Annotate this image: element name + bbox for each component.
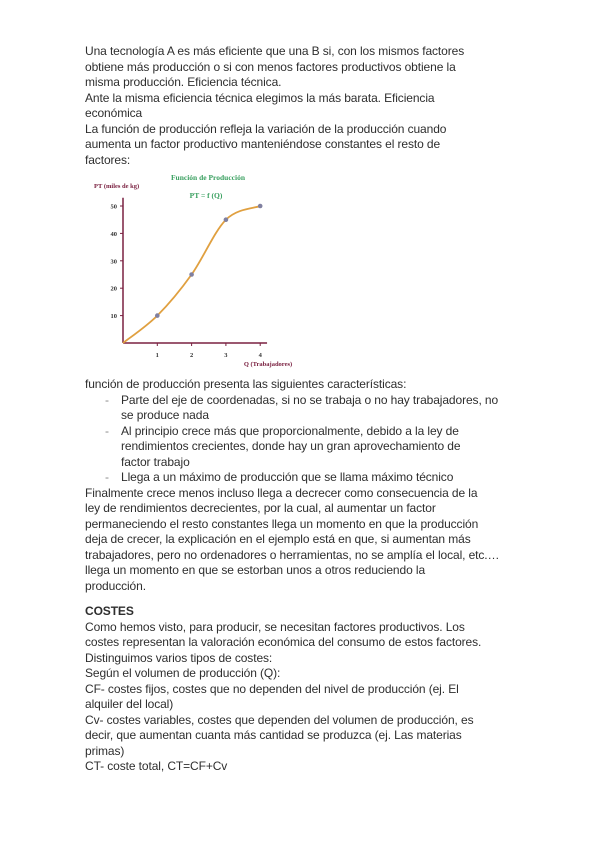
bullet-item — [85, 393, 555, 424]
text-line: permaneciendo el resto constantes llega un momento en que la producción — [85, 516, 479, 531]
text-line: Una tecnología A es más eficiente que una B si, con los mismos factores — [85, 44, 465, 58]
bullet-item — [85, 470, 555, 486]
bullet-marker: - — [105, 423, 109, 438]
section-heading: COSTES — [85, 604, 134, 618]
text-line: decir, que aumentan cuanta más cantidad se produzca (ej. Las materias — [85, 728, 462, 742]
text-line: económica — [85, 106, 143, 120]
production-function-chart — [88, 168, 318, 378]
y-tick-label: 50 — [110, 203, 117, 211]
data-point — [155, 313, 160, 318]
text-line: función de producción presenta las siguientes características: — [85, 377, 407, 391]
text-line: ley de rendimientos decrecientes, por la cual, al aumentar un factor — [85, 501, 436, 515]
x-tick-label: 2 — [189, 352, 194, 359]
x-axis-label: Q (Trabajadores) — [243, 361, 293, 368]
text-line: se produce nada — [121, 408, 209, 422]
costes-section — [85, 604, 555, 775]
chart-subtitle: PT = f (Q) — [189, 191, 223, 200]
data-point — [189, 272, 194, 277]
text-line: CF- costes fijos, costes que no dependen del nivel de producción (ej. El — [85, 681, 459, 696]
text-line: Cv- costes variables, costes que dependen del volumen de producción, es — [85, 712, 474, 727]
bullet-item — [85, 424, 555, 471]
text-line: CT- coste total, CT=CF+Cv — [85, 759, 228, 773]
text-line: aumenta un factor productivo manteniéndose constantes el resto de — [85, 137, 441, 151]
text-line: llega un momento en que se estorban unos a otros reduciendo la — [85, 563, 426, 577]
chart-title: Función de Producción — [170, 173, 246, 182]
characteristics-section — [85, 377, 555, 594]
text-line: trabajadores, pero no ordenadores o herramientas, no se amplía el local, etc.… — [85, 547, 500, 562]
text-line: Parte del eje de coordenadas, si no se trabaja o no hay trabajadores, no — [121, 392, 499, 407]
data-point — [258, 204, 263, 209]
data-point — [224, 217, 229, 222]
text-line: deja de crecer, la explicación en el ejemplo está en que, si aumentan más — [85, 532, 471, 546]
text-line: producción. — [85, 578, 146, 593]
text-line: Llega a un máximo de producción que se llama máximo técnico — [121, 470, 454, 484]
text-line: Al principio crece más que proporcionalmente, debido a la ley de — [121, 423, 459, 438]
text-line: factores: — [85, 152, 131, 167]
text-line: primas) — [85, 743, 125, 758]
text-line: Ante la misma eficiencia técnica elegimos la más barata. Eficiencia — [85, 90, 435, 105]
text-line: Como hemos visto, para producir, se necesitan factores productivos. Los — [85, 619, 465, 634]
y-tick-label: 40 — [110, 230, 117, 238]
bullet-marker: - — [105, 392, 109, 407]
y-axis-label: PT (miles de kg) — [94, 183, 140, 190]
x-tick-label: 4 — [258, 352, 262, 359]
y-tick-label: 10 — [110, 313, 117, 321]
text-line: factor trabajo — [121, 454, 190, 469]
text-line: alquiler del local) — [85, 697, 174, 711]
text-line: Según el volumen de producción (Q): — [85, 666, 281, 680]
x-tick-label: 3 — [224, 352, 228, 359]
text-line: La función de producción refleja la variación de la producción cuando — [85, 121, 447, 136]
y-tick-label: 20 — [110, 285, 117, 293]
text-line: rendimientos crecientes, donde hay un gran aprovechamiento de — [121, 439, 461, 453]
x-tick-label: 1 — [155, 352, 159, 359]
bullet-marker: - — [105, 470, 109, 484]
text-line: costes representan la valoración económica del consumo de estos factores. — [85, 635, 482, 649]
intro-paragraphs — [85, 44, 555, 168]
text-line: Distinguimos varios tipos de costes: — [85, 650, 273, 665]
text-line: obtiene más producción o si con menos factores productivos obtiene la — [85, 59, 456, 74]
y-tick-label: 30 — [110, 258, 117, 266]
text-line: Finalmente crece menos incluso llega a decrecer como consecuencia de la — [85, 485, 478, 500]
text-line: misma producción. Eficiencia técnica. — [85, 75, 282, 89]
